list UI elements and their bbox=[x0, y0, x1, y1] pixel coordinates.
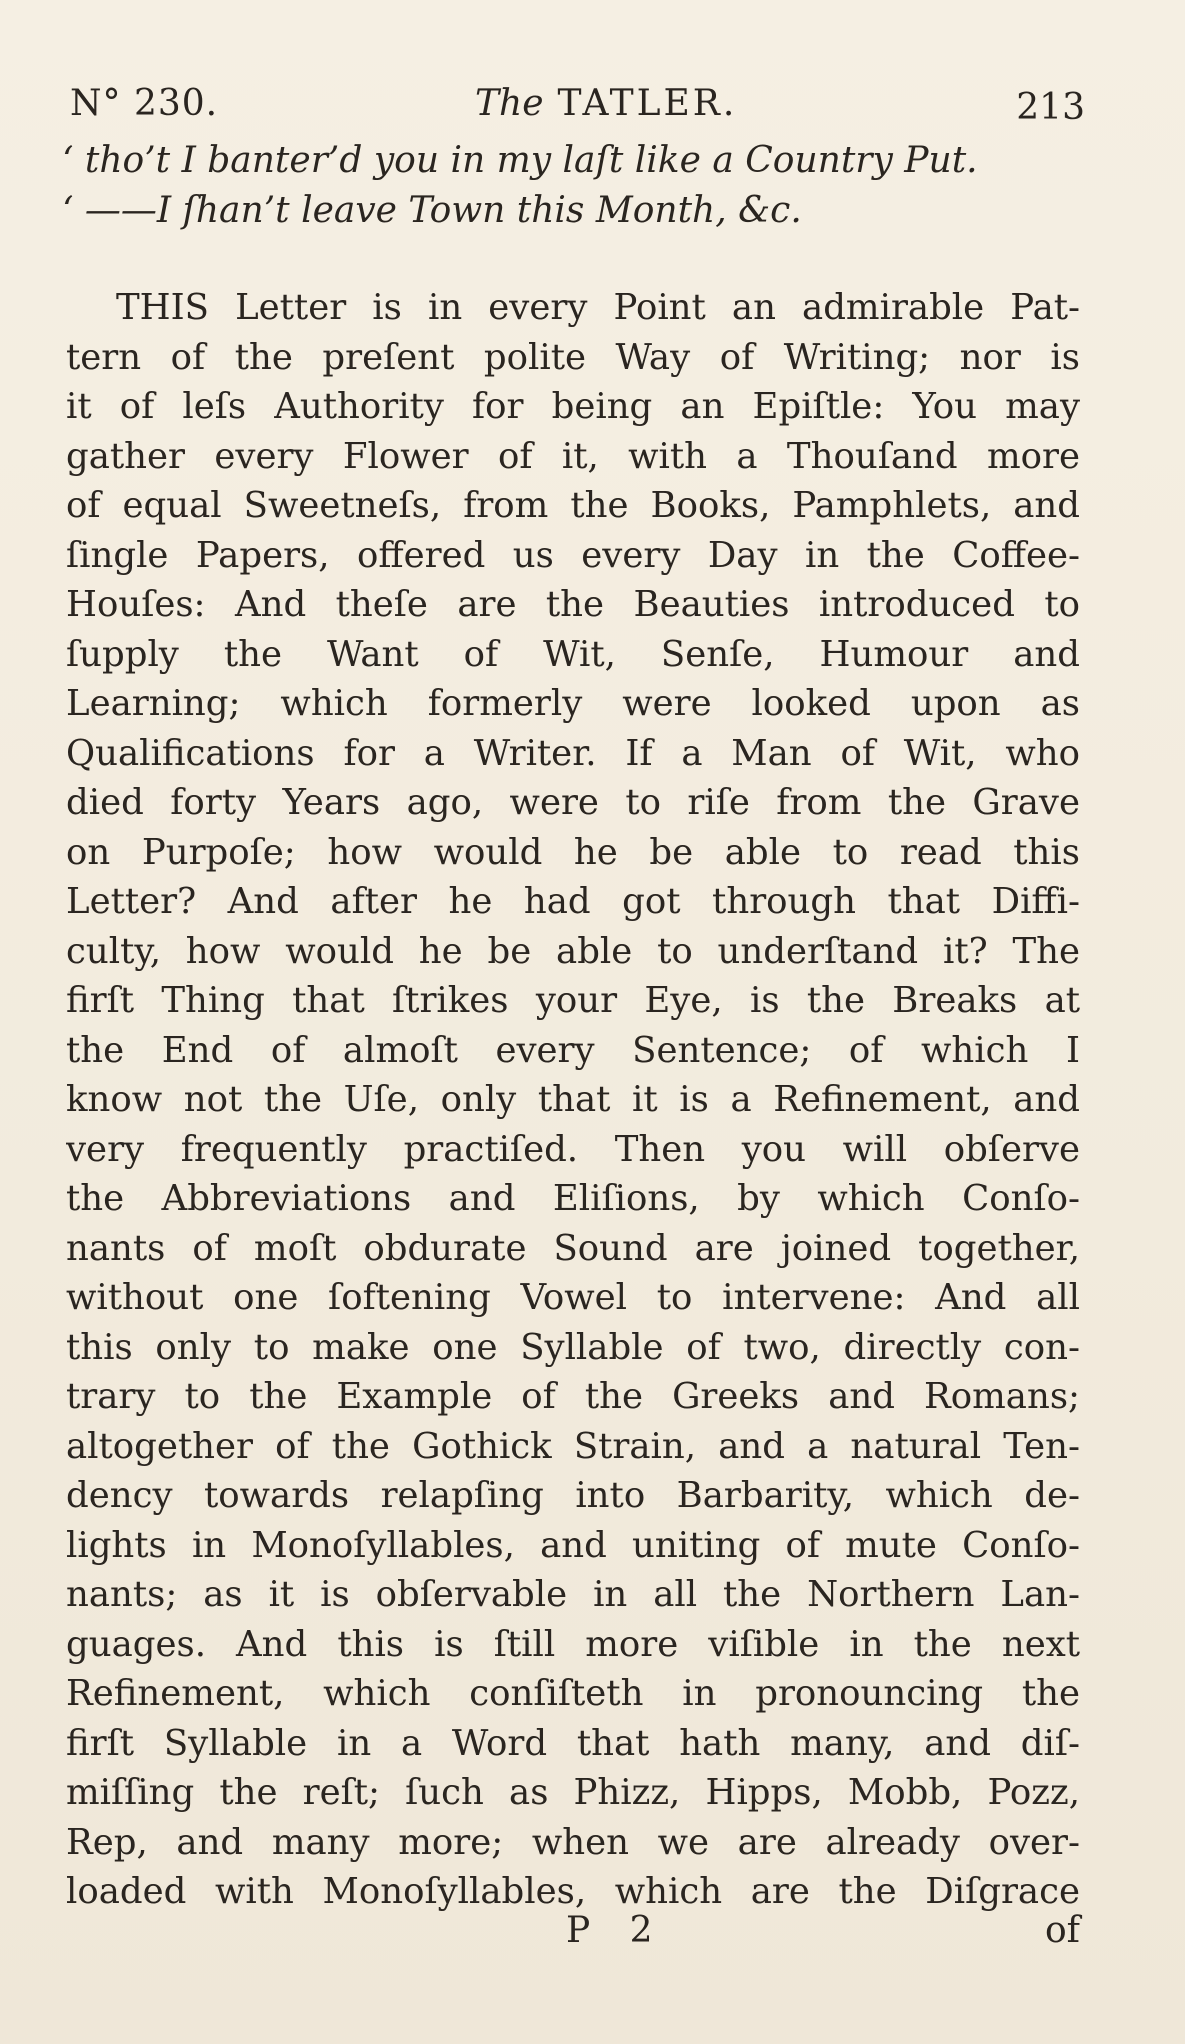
body-line-text: without one ſoftening Vowel to intervene: And all bbox=[66, 1277, 1080, 1318]
body-line bbox=[66, 1372, 1080, 1422]
body-line-text: guages. And this is ſtill more viſible in the next bbox=[66, 1623, 1080, 1665]
body-line-text: Letter? And after he had got through that Diffi- bbox=[66, 881, 1080, 922]
catchword: of bbox=[1045, 1910, 1080, 1951]
body-line-text: Refinement, which conſiſteth in pronouncing the bbox=[66, 1673, 1080, 1714]
body-line bbox=[66, 1026, 1080, 1076]
body-line-text: Learning; which formerly were looked upon as bbox=[66, 683, 1080, 724]
body-line-text: culty, how would he be able to underſtand it? The bbox=[66, 930, 1080, 972]
journal-title-prefix: The bbox=[475, 83, 544, 124]
body-line bbox=[66, 976, 1080, 1026]
body-line-text: the Abbreviations and Eliſions, by which Conſo- bbox=[66, 1178, 1080, 1219]
body-line bbox=[66, 432, 1080, 482]
running-header bbox=[70, 78, 1085, 130]
body-line-text: ſingle Papers, offered us every Day in the Coffee- bbox=[66, 534, 1080, 576]
body-line bbox=[66, 531, 1080, 581]
body-text bbox=[66, 283, 1080, 1917]
body-line bbox=[66, 1273, 1080, 1323]
body-line bbox=[66, 927, 1080, 977]
quote-line bbox=[62, 185, 1092, 237]
body-line bbox=[66, 1075, 1080, 1125]
body-line-text: this only to make one Syllable of two, directly con- bbox=[66, 1326, 1080, 1368]
page-number: 213 bbox=[1016, 87, 1085, 128]
body-line bbox=[66, 1125, 1080, 1175]
body-line-text: THIS Letter is in every Point an admirable Pat- bbox=[116, 287, 1080, 328]
body-line-text: firſt Syllable in a Word that hath many, and diſ- bbox=[66, 1722, 1080, 1764]
body-line bbox=[66, 1422, 1080, 1472]
body-line bbox=[66, 1719, 1080, 1769]
body-line bbox=[66, 729, 1080, 779]
body-line bbox=[66, 1224, 1080, 1274]
body-line-text: gather every Flower of it, with a Thouſand more bbox=[66, 435, 1080, 477]
quote-line bbox=[62, 135, 1092, 187]
body-line-text: loaded with Monoſyllables, which are the Diſgrace bbox=[66, 1871, 1080, 1912]
body-line bbox=[66, 1768, 1080, 1818]
body-line-text: altogether of the Gothick Strain, and a natural Ten- bbox=[66, 1425, 1080, 1467]
journal-title bbox=[475, 78, 737, 130]
body-line-text: firſt Thing that ſtrikes your Eye, is the Breaks at bbox=[66, 980, 1080, 1021]
body-line-text: very frequently practiſed. Then you will obſerve bbox=[66, 1128, 1080, 1170]
body-line bbox=[66, 580, 1080, 630]
page-footer bbox=[66, 1905, 1080, 1957]
body-line bbox=[66, 1570, 1080, 1620]
body-line-text: Qualifications for a Writer. If a Man of Wit, who bbox=[66, 732, 1080, 774]
body-line-text: dency towards relapſing into Barbarity, which de- bbox=[66, 1475, 1080, 1516]
body-line bbox=[66, 1521, 1080, 1571]
body-line bbox=[66, 1620, 1080, 1670]
body-line bbox=[66, 877, 1080, 927]
body-line-text: trary to the Example of the Greeks and Romans; bbox=[66, 1376, 1080, 1417]
quote-line-text: ‘ tho’t I banter’d you in my laſt like a Country Put. bbox=[62, 140, 978, 181]
body-line-text: Houſes: And theſe are the Beauties introduced to bbox=[66, 584, 1080, 625]
body-line-text: ſupply the Want of Wit, Senſe, Humour and bbox=[66, 633, 1080, 675]
body-line bbox=[66, 1323, 1080, 1373]
body-line-text: the End of almoſt every Sentence; of which I bbox=[66, 1029, 1080, 1071]
body-line bbox=[66, 1471, 1080, 1521]
body-line-text: know not the Uſe, only that it is a Refinement, and bbox=[66, 1079, 1080, 1120]
body-line-text: it of leſs Authority for being an Epiſtle: You may bbox=[66, 386, 1080, 427]
body-line-text: died forty Years ago, were to riſe from the Grave bbox=[66, 782, 1080, 823]
quote-line-text: ‘ ——I ſhan’t leave Town this Month, &c. bbox=[62, 190, 802, 231]
body-line-text: nants; as it is obſervable in all the Northern Lan- bbox=[66, 1574, 1080, 1615]
body-line-text: miſſing the reſt; ſuch as Phizz, Hipps, Mobb, Pozz, bbox=[66, 1772, 1080, 1813]
body-line bbox=[66, 679, 1080, 729]
body-line-text: on Purpoſe; how would he be able to read this bbox=[66, 831, 1080, 873]
signature-mark: P 2 bbox=[566, 1910, 667, 1951]
body-line-text: lights in Monoſyllables, and uniting of mute Conſo- bbox=[66, 1524, 1080, 1566]
body-line bbox=[66, 481, 1080, 531]
body-line-text: of equal Sweetneſs, from the Books, Pamphlets, and bbox=[66, 485, 1080, 526]
issue-number: N° 230. bbox=[70, 83, 219, 124]
body-line bbox=[66, 283, 1080, 333]
body-line-text: nants of moſt obdurate Sound are joined together, bbox=[66, 1227, 1080, 1269]
body-line bbox=[66, 828, 1080, 878]
body-line bbox=[66, 1174, 1080, 1224]
body-line-text: Rep, and many more; when we are already over- bbox=[66, 1821, 1080, 1863]
body-line bbox=[66, 1669, 1080, 1719]
journal-title-main: TATLER. bbox=[557, 83, 738, 124]
body-line bbox=[66, 778, 1080, 828]
body-line bbox=[66, 1818, 1080, 1868]
body-line-text: tern of the preſent polite Way of Writing; nor is bbox=[66, 336, 1080, 378]
body-line bbox=[66, 333, 1080, 383]
body-line bbox=[66, 382, 1080, 432]
body-line bbox=[66, 630, 1080, 680]
